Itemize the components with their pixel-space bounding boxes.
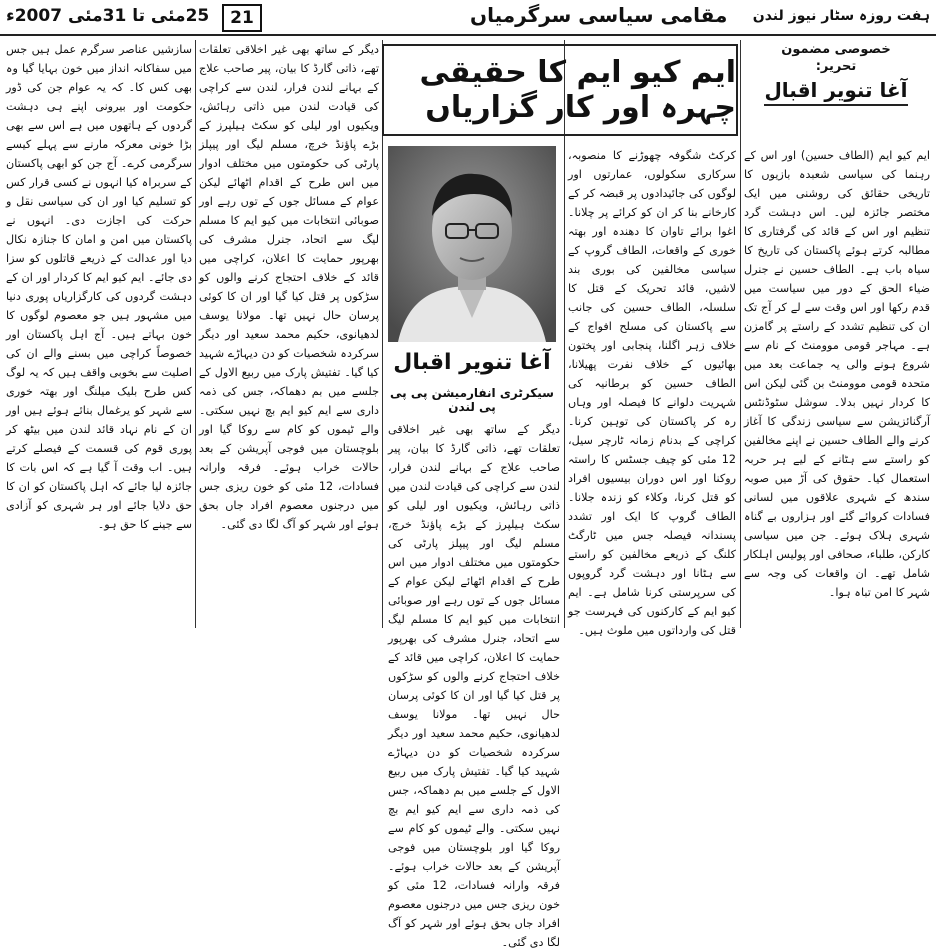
- article-column-2: [199, 40, 379, 628]
- author-photo: [388, 146, 556, 342]
- byline-block: [742, 40, 930, 144]
- column-text: دیگر کے ساتھ بھی غیر اخلاقی تعلقات تھے، ذاتی گارڈ کا بیان، پیر صاحب علاج کے بہانے لندن فرار، لندن سے کراچی کی قیادت لندن میں ذاتی رہائش، ویکیوں اور لیلی کو سکٹ ہیلپرز کے بڑے پاؤنڈ خرچ، مسلم لیگ اور پیپلز پارٹی کی حکومتوں میں مختلف ادوار میں اس طرح کے اقدام اٹھائے لیکن عوام کے مسائل جوں کے توں رہے اور صوبائی انتخابات میں کیو ایم کا مسلم لیگ سے اتحاد، جنرل مشرف کی بھرپور حمایت کا اعلان، کراچی میں قائد کے خلاف احتجاج کرنے والوں کو سڑکوں پر قتل کیا گیا اور ان کا کوئی پرسان حال نہیں تھا۔ مولانا یوسف لدھیانوی، حکیم محمد سعید اور دیگر سرکردہ شخصیات کو دن دیہاڑے شہید کیا گیا۔ تفتیش پارک میں ربیع الاول کے جلسے میں بم دھماکہ، جس کی ذمہ داری سے ایم کیو ایم بچ نہیں سکتی۔ والے ٹیموں کو کام سے روکا گیا اور بلوچستان میں فوجی آپریشن کے بعد حالات خراب ہوئے۔ فرقہ وارانہ فسادات، 12 مئی کو خون ریزی جس میں درجنوں معصوم افراد جاں بحق ہوئے اور شہر کو آگ لگا دی گئی۔: [199, 43, 379, 531]
- portrait-image: [388, 146, 556, 342]
- column-text: دیگر کے ساتھ بھی غیر اخلاقی تعلقات تھے، ذاتی گارڈ کا بیان، پیر صاحب علاج کے بہانے لندن فرار، لندن سے کراچی کی قیادت لندن میں ذاتی رہائش، ویکیوں اور لیلی کو سکٹ ہیلپرز کے بڑے پاؤنڈ خرچ، مسلم لیگ اور پیپلز پارٹی کی حکومتوں میں مختلف ادوار میں اس طرح کے اقدام اٹھائے لیکن عوام کے مسائل جوں کے توں رہے اور صوبائی انتخابات میں کیو ایم کا مسلم لیگ سے اتحاد، جنرل مشرف کی بھرپور حمایت کا اعلان، کراچی میں قائد کے خلاف احتجاج کرنے والوں کو سڑکوں پر قتل کیا گیا اور ان کا کوئی پرسان حال نہیں تھا۔ مولانا یوسف لدھیانوی، حکیم محمد سعید اور دیگر سرکردہ شخصیات کو دن دیہاڑے شہید کیا گیا۔ تفتیش پارک میں ربیع الاول کے جلسے میں بم دھماکہ، جس کی ذمہ داری سے ایم کیو ایم بچ نہیں سکتی۔ والے ٹیموں کو کام سے روکا گیا اور بلوچستان میں فوجی آپریشن کے بعد حالات خراب ہوئے۔ فرقہ وارانہ فسادات، 12 مئی کو خون ریزی جس میں درجنوں معصوم افراد جاں بحق ہوئے اور شہر کو آگ لگا دی گئی۔: [388, 423, 560, 949]
- column-text: کرکٹ شگوفہ چھوڑنے کا منصوبہ، سرکاری سکولوں، عمارتوں اور لوگوں کی جائیدادوں پر قبضہ کر کے کارخانے بنا کر ان کو کرائے پر چلانا۔ اغوا برائے تاوان کا دھندہ اور بھتہ خوری کے واقعات، الطاف گروپ کے سیاسی مخالفین کی بوری بند لاشیں، قائد تحریک کے قتل کا سلسلہ، الطاف حسین کی جانب سے پاکستان کی مسلح افواج کے خلاف زہر اگلنا، پنجابی اور پختون بھائیوں کے خلاف نفرت پھیلانا، الطاف حسین کو برطانیہ کی شہریت دلوانے کا فیصلہ اور وہاں رہ کر پاکستان کی توہین کرنا۔ کراچی کے بدنام زمانہ ٹارچر سیل، 12 مئی کو چیف جسٹس کا راستہ روکنا اور اس دوران بیسیوں افراد کو قتل کرنا، وکلاء کو زندہ جلانا۔ الطاف گروپ کا ایک اور تشدد پسندانہ فیصلہ جس میں ٹارگٹ کلنگ کے ذریعے مخالفین کو راستے سے ہٹانا اور دہشت گرد گروپوں کی سرپرستی کرنا شامل ہے۔ ایم کیو ایم کے کارکنوں کی فہرست جو قتل کی وارداتوں میں ملوث ہیں۔: [568, 149, 736, 637]
- photo-caption-name: آغا تنویر اقبال: [393, 350, 551, 375]
- article-column-3: [568, 146, 736, 637]
- article-column-3b: [388, 420, 560, 949]
- masthead: [0, 0, 936, 36]
- byline-author: آغا تنویر اقبال: [764, 78, 907, 106]
- byline-label: تحریر:: [815, 59, 857, 74]
- photo-caption-title: سیکرٹری انفارمیشن پی پی پی لندن: [390, 386, 554, 414]
- page-number: 21: [222, 4, 262, 32]
- issue-date: 25مئی تا 31مئی 2007ء: [6, 6, 210, 26]
- article-column-4: [744, 146, 930, 628]
- headline-box: [382, 44, 738, 136]
- headline: ایم کیو ایم کا حقیقی چہرہ اور کار گزاریاں: [419, 55, 736, 125]
- column-text: ایم کیو ایم (الطاف حسین) اور اس کے رہنما کی سیاسی شعبدہ بازیوں کا تاریخی حقائق کی روشنی میں ایک مختصر جائزہ لیں۔ اس دہشت گرد تنظیم اور اس کے قائد کی گرفتاری کا مطالبہ کرتے ہوئے پاکستان کی تاریخ کا سیاہ باب ہے۔ الطاف حسین نے جنرل ضیاء الحق کے دور میں سیاست میں قدم رکھا اور اس وقت سے لے کر آج تک ان کی تنظیم تشدد کے راستے پر گامزن ہے۔ مہاجر قومی موومنٹ کے نام سے شروع ہونے والی یہ جماعت بعد میں متحدہ قومی موومنٹ بن گئی لیکن اس کا کردار نہیں بدلا۔ سوشل سٹوڈنٹس آرگنائزیشن سے سیاسی زندگی کا آغاز کرنے والے الطاف حسین نے اپنے مخالفین کو راستے سے ہٹانے کے لیے ہر حربہ استعمال کیا۔ حقوق کی آڑ میں صوبہ سندھ کے شہری علاقوں میں لسانی فسادات کروائے گئے اور ہزاروں بے گناہ شہری ہلاک ہوئے۔ جن میں سیاسی کارکن، طلباء، صحافی اور پولیس اہلکار شامل تھے۔ ان واقعات کی وجہ سے شہر کا امن تباہ ہوا۔: [744, 149, 930, 599]
- column-divider: [740, 40, 741, 628]
- article-column-1: [6, 40, 192, 628]
- column-divider: [195, 40, 196, 628]
- section-title: مقامی سیاسی سرگرمیاں: [470, 3, 728, 27]
- article-kicker: خصوصی مضمون: [781, 42, 891, 57]
- publication-name: ہفت روزہ سٹار نیوز لندن: [752, 8, 930, 24]
- column-text: سازشیں عناصر سرگرم عمل ہیں جس میں سفاکانہ انداز میں خون بہایا گیا وہ بھی کس کا۔ کہ یہ عوام جن کی ڈور حکومت اور بیرونی اپنے ہی دہشت گردوں کے ہاتھوں میں ہے اس سے بھی بڑا خونی معرکہ مارنے سے پہلے کیسے سرگرمی کرے۔ آج جن کو ابھی پاکستان کے سربراہ کیا انہوں نے کسی قرار کس کو تسلیم کیا اور ان کی سیاسی نقل و حرکت کی اجازت دی۔ انہوں نے پاکستان میں امن و امان کا جنازہ نکال دیا اور عدالت کے ذریعے قاتلوں کو سزا دی جائے۔ ایم کیو ایم کا کردار اور ان کے دہشت گردوں کی کارگزاریاں پوری دنیا میں مشہور ہیں جو معصوم لوگوں کا خون بہاتے ہیں۔ آج اہل پاکستان اور خصوصاً کراچی میں بسنے والے ان کی اصلیت سے بخوبی واقف ہیں کہ یہ لوگ کس طرح بلیک میلنگ اور بھتہ خوری سے شہر کو یرغمال بنائے ہوئے ہیں اور ان کے نام نہاد قائد لندن میں بیٹھ کر پوری قوم کی قسمت کے فیصلے کرتے ہیں۔ اب وقت آ گیا ہے کہ اس بات کا جائزہ لیا جائے کہ اہل پاکستان کو ان کا حق دلایا جائے اور ہر شہری کو آزادی سے جینے کا حق ہو۔: [6, 43, 192, 531]
